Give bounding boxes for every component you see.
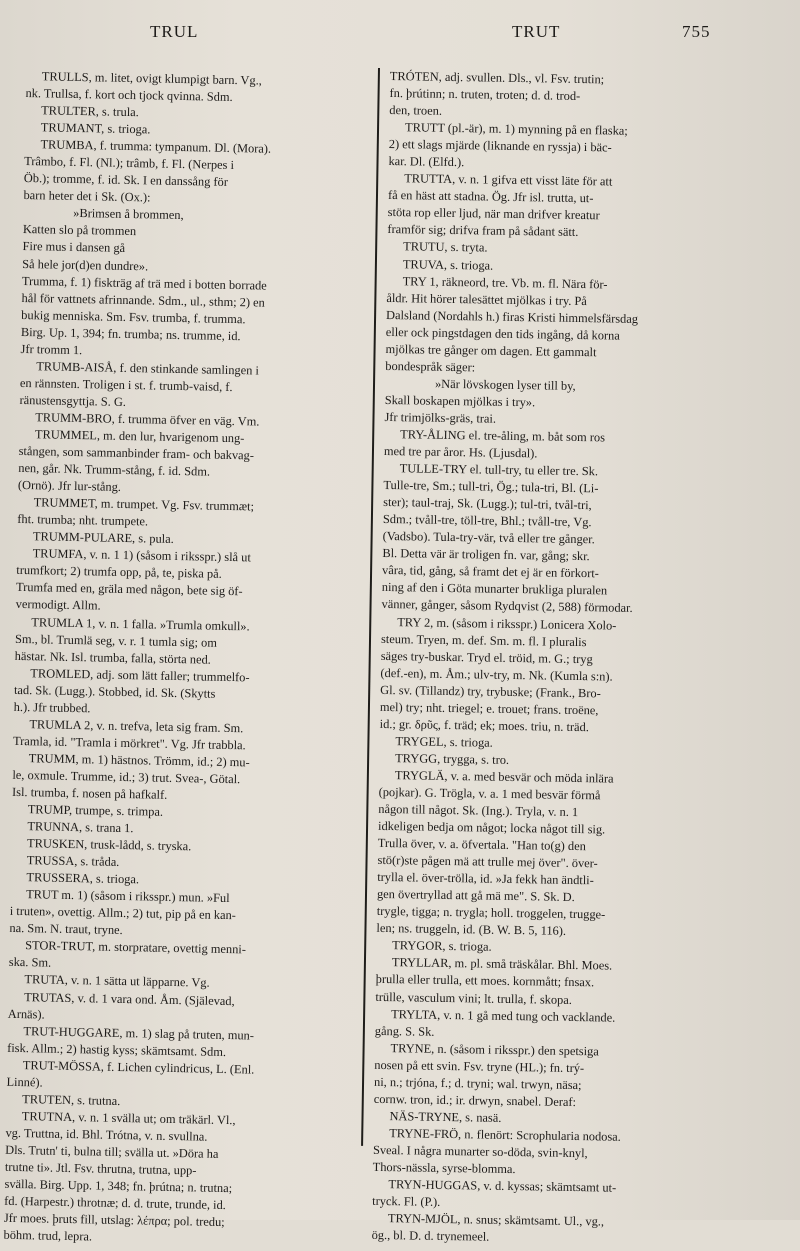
text-line: den, troen. (389, 103, 443, 118)
text-line: TRUMM-BRO, f. trumma öfver en väg. Vm. (35, 410, 260, 429)
text-line: Fire mus i dansen gå (22, 239, 126, 256)
text-line: Jfr trimjölks-gräs, trai. (384, 409, 497, 426)
text-line: någon till något. Sk. (Ing.). Tryla, v. n. 1 (378, 801, 579, 820)
text-line: Sdm.; tvåll-tre, töll-tre, Bhl.; tvåll-tre, Vg. (382, 512, 592, 530)
text-line: cornw. tron, id.; ir. drwyn, snabel. Deraf: (373, 1091, 577, 1109)
text-line: TRÓTEN, adj. svullen. Dls., vl. Fsv. trutin; (389, 68, 605, 87)
text-line: TRYN-MJÖL, n. snus; skämtsamt. Ul., vg., (387, 1211, 605, 1229)
page-number: 755 (682, 22, 711, 41)
text-line: TRYLLAR, m. pl. små träskålar. Bhl. Moes. (391, 955, 613, 974)
text-line: TRUTEN, s. trutna. (22, 1091, 121, 1108)
text-line: Skall boskapen mjölkas i try». (384, 392, 536, 410)
text-line: trumfkort; 2) trumfa opp, på, te, piska på. (16, 563, 222, 582)
text-line: TRUTTA, v. n. 1 gifva ett visst läte för att (404, 171, 613, 189)
text-line: Trumma, f. 1) fiskträg af trä med i botten borrade (21, 273, 267, 293)
text-line: le, oxmule. Trumme, id.; 3) trut. Svea-, Götal. (12, 767, 241, 787)
text-line: Så hele jor(d)en dundre». (22, 256, 149, 273)
text-line: »Brimsen å brommen, (73, 206, 184, 223)
text-line: Dalsland (Nordahls h.) firas Kristi himmelsfärsdag (386, 307, 639, 326)
text-line: TRYNE, n. (såsom i riksspr.) den spetsiga (390, 1040, 599, 1059)
text-line: Trumfa med en, gräla med någon, bete sig öf- (15, 580, 243, 599)
text-line: Trâmbo, f. Fl. (Nl.); trâmb, f. Fl. (Nerpes i (24, 154, 235, 173)
text-line: TRUT-HUGGARE, m. 1) slag på truten, mun- (23, 1023, 255, 1043)
text-line: »När lövskogen lyser till by, (434, 376, 576, 393)
text-line: TRUNNA, s. trana 1. (27, 819, 134, 836)
text-line: na. Sm. N. traut, tryne. (9, 921, 123, 938)
text-line: bukig menniska. Sm. Fsv. trumba, f. trumma. (21, 307, 246, 326)
text-line: steum. Tryen, m. def. Sm. m. fl. I pluralis (380, 631, 587, 649)
text-line: Birg. Up. 1, 394; fn. trumba; ns. trumme, id. (20, 324, 241, 343)
text-line: trygle, tigga; n. trygla; holl. troggelen, trugge- (376, 904, 606, 922)
text-line: Isl. trumba, f. nosen på hafkalf. (11, 784, 168, 802)
text-line: säges try-buskar. Tryd el. tröid, m. G.; tryg (380, 648, 593, 666)
text-line: barn heter det i Sk. (Ox.): (23, 188, 151, 205)
text-line: ög., bl. D. d. trynemeel. (371, 1228, 490, 1244)
text-line: ni, n.; trjóna, f.; d. tryni; wal. trwyn, näsa; (373, 1074, 582, 1092)
text-line: tryck. Fl. (P.). (372, 1193, 441, 1210)
text-line: i truten», ovettig. Allm.; 2) tut, pip på en kan- (9, 904, 236, 923)
text-line: vänner, gånger, såsom Rydqvist (2, 588) förmodar. (381, 597, 633, 616)
running-head-center: TRUT (512, 22, 561, 41)
text-line: TRULLS, m. litet, ovigt klumpigt barn. Vg., (41, 69, 262, 88)
right-column (372, 68, 728, 1249)
text-line: TRUMM, m. 1) hästnos. Trömm, id.; 2) mu- (28, 751, 250, 770)
text-line: (Ornö). Jfr lur-stång. (17, 478, 122, 495)
text-line: STOR-TRUT, m. storpratare, ovettig menni- (25, 938, 247, 957)
text-line: TRUMLA 2, v. n. trefva, leta sig fram. Sm. (29, 716, 244, 736)
text-line: framför sig; drifva fram på sådant sätt. (387, 222, 579, 240)
text-line: TRUMP, trumpe, s. trimpa. (27, 802, 164, 819)
text-line: idkeligen bedja om något; locka något till sig. (377, 818, 606, 837)
text-line: TULLE-TRY el. tull-try, tu eller tre. Sk. (399, 461, 599, 479)
text-line: Dls. Trutn' ti, bulna till; svälla ut. »Döra ha (5, 1142, 219, 1161)
text-line: TRUSSERA, s. trioga. (26, 870, 140, 887)
text-line: hål för vattnets afrinnande. Sdm., ul., sthm; 2) en (21, 290, 265, 310)
text-line: (def.-en), m. Åm.; ulv-try, m. Nk. (Kumla s:n). (380, 665, 613, 684)
text-line: nk. Trullsa, f. kort och tjock qvinna. Sdm. (25, 86, 233, 105)
text-line: len; ns. truggeln, id. (B. W. B. 5, 116). (376, 921, 567, 939)
text-line: stången, som sammanbinder fram- och bakvag- (18, 443, 255, 463)
text-line: 2) ett slags mjärde (liknande en ryssja) i bäc- (388, 137, 612, 155)
left-column (3, 68, 364, 1251)
text-line: Bl. Detta vär är troligen fn. var, gång; skr. (382, 546, 590, 564)
text-line: TRUMBA, f. trumma: tympanum. Dl. (Mora). (40, 137, 272, 156)
text-line: TRUT-MÖSSA, f. Lichen cylindricus, L. (Enl. (22, 1057, 255, 1077)
text-line: böhm. trud, lepra. (3, 1227, 93, 1244)
text-line: ska. Sm. (8, 955, 52, 971)
text-line: gen övertryllad att gå mä me". S. Sk. D. (376, 887, 575, 905)
text-line: Tramla, id. "Tramla i mörkret". Vg. Jfr trabbla. (12, 733, 246, 753)
text-line: Gl. sv. (Tillandz) try, trybuske; (Frank., Bro- (380, 682, 601, 701)
text-line: fn. þrútinn; n. truten, troten; d. d. trod- (389, 86, 581, 104)
text-line: TRUMFA, v. n. 1 1) (såsom i riksspr.) slå ut (32, 546, 251, 565)
text-line: (pojkar). G. Trögla, v. a. 1 med besvär förmå (378, 784, 601, 803)
text-line: h.). Jfr trubbed. (13, 699, 91, 716)
text-line: TRUMMEL, m. den lur, hvarigenom ung- (34, 427, 245, 446)
text-line: TRUTNA, v. n. 1 svälla ut; om träkärl. Vl., (21, 1108, 236, 1128)
text-line: TRUT m. 1) (såsom i riksspr.) mun. »Ful (26, 887, 230, 906)
text-line: ränustensgyttja. S. G. (19, 392, 127, 409)
text-line: bondespråk säger: (385, 358, 476, 375)
text-line: tad. Sk. (Lugg.). Stobbed, id. Sk. (Skytts (13, 682, 216, 701)
text-line: TRUMB-AISÅ, f. den stinkande samlingen i (36, 359, 260, 378)
text-line: nosen på ett svin. Fsv. tryne (HL.); fn. trý- (374, 1057, 585, 1075)
text-line: TRY 2, m. (såsom i riksspr.) Lonicera Xolo- (397, 614, 617, 633)
text-line: trülle, vasculum vini; lt. trulla, f. skopa. (375, 989, 573, 1007)
text-line: trutne ti». Jtl. Fsv. thrutna, trutna, upp- (4, 1159, 197, 1178)
text-line: fisk. Allm.; 2) hastig kyss; skämtsamt. Sdm. (7, 1040, 227, 1059)
text-line: TRUTU, s. tryta. (403, 239, 488, 256)
text-line: TRYNE-FRÖ, n. flenört: Scrophularia nodosa. (389, 1126, 621, 1144)
text-line: Öb.); tromme, f. id. Sk. I en danssång för (23, 171, 229, 190)
running-head-left: TRUL (150, 22, 199, 41)
text-line: TRUSKEN, trusk-lådd, s. tryska. (26, 836, 192, 854)
text-line: TRUMM-PULARE, s. pula. (32, 529, 174, 547)
text-line: med tre par åror. Hs. (Ljusdal). (383, 443, 538, 461)
text-line: nen, går. Nk. Trumm-stång, f. id. Sdm. (18, 461, 211, 479)
text-line: få en häst att stadna. Ög. Jfr isl. trutta, ut- (387, 188, 594, 206)
text-line: TRUSSA, s. tråda. (26, 853, 120, 870)
text-line: (Vadsbo). Tula-try-vär, två eller tre gånger. (382, 529, 595, 547)
text-line: svälla. Birg. Upp. 1, 348; fn. þrútna; n. trutna; (4, 1176, 233, 1196)
text-line: TRY-ÅLING el. tre-åling, m. båt som ros (400, 427, 606, 445)
text-line: ster); taul-traj, Sk. (Lugg.); tul-tri, tvål-tri, (383, 495, 592, 513)
text-line: hästar. Nk. Isl. trumba, falla, störta ned. (14, 648, 211, 667)
text-line: NÄS-TRYNE, s. nasä. (389, 1108, 502, 1125)
text-line: TRUMMET, m. trumpet. Vg. Fsv. trummæt; (33, 495, 255, 514)
text-line: gång. S. Sk. (374, 1023, 435, 1039)
text-line: TRYGG, trygga, s. tro. (395, 751, 510, 767)
text-line: TRYGLÄ, v. a. med besvär och möda inlära (394, 768, 614, 786)
text-line: TRUTA, v. n. 1 sätta ut läpparne. Vg. (24, 972, 210, 991)
text-line: trylla el. över-trölla, id. »Ja fekk han ändtli- (377, 870, 594, 888)
text-line: TRYN-HUGGAS, v. d. kyssas; skämtsamt ut- (388, 1177, 617, 1195)
text-line: fht. trumba; nht. trumpete. (17, 512, 149, 529)
text-line: Katten slo på trommen (22, 222, 137, 239)
text-line: åldr. Hit hörer talesättet mjölkas i try. På (386, 290, 587, 308)
text-line: TRUMLA 1, v. n. 1 falla. »Trumla omkull». (31, 614, 250, 633)
text-line: Thors-nässla, syrse-blomma. (372, 1159, 516, 1177)
text-line: Sveal. I några munarter so-döda, svin-knyl, (372, 1142, 588, 1161)
text-line: fd. (Harpestr.) throtnæ; d. d. trute, trunde, id. (4, 1193, 226, 1213)
text-line: eller ock pingstdagen den tids ingång, då korna (385, 324, 620, 343)
text-line: vg. Truttna, id. Bhl. Trótna, v. n. svullna. (5, 1125, 208, 1144)
text-line: stö(r)ste pågen mä att trulle mej över". över- (377, 853, 598, 871)
text-line: stöta rop eller ljud, när man drifver kreatur (387, 205, 600, 223)
text-line: þrulla eller trulla, ett moes. kornmått; fnsax. (375, 972, 595, 990)
text-line: TROMLED, adj. som lätt faller; trummelfo- (30, 665, 250, 685)
text-line: en rännsten. Troligen i st. f. trumb-vaisd, f. (19, 375, 233, 394)
text-line: TRUTAS, v. d. 1 vara ond. Åm. (Själevad, (24, 989, 235, 1008)
text-line: TRYGOR, s. trioga. (392, 938, 492, 955)
text-line: Tulle-tre, Sm.; tull-tri, Ög.; tula-tri, Bl. (Li- (383, 478, 599, 496)
text-line: kar. Dl. (Elfd.). (388, 154, 465, 170)
text-line: Jfr tromm 1. (20, 341, 83, 357)
text-line: mjölkas tre gånger om dagen. Ett gammalt (385, 341, 597, 360)
text-line: TRUTT (pl.-är), m. 1) mynning på en flaska; (404, 120, 628, 138)
text-line: TRY 1, räkneord, tre. Vb. m. fl. Nära för- (402, 273, 608, 292)
text-line: TRYGEL, s. trioga. (395, 733, 493, 750)
text-line: TRUVA, s. trioga. (402, 256, 494, 273)
text-line: Jfr moes. þruts fill, utslag: λέπρα; pol. tredu; (3, 1210, 225, 1230)
text-line: vâra, tid, gång, så framt det ej är en förkort- (381, 563, 599, 581)
text-line: ning af den i Göta munarter brukliga pluralen (381, 580, 608, 598)
text-line: vermodigt. Allm. (15, 597, 101, 613)
text-line: TRYLTA, v. n. 1 gå med tung och vacklande. (391, 1006, 616, 1025)
text-line: TRUMANT, s. trioga. (40, 120, 151, 137)
text-line: TRULTER, s. trula. (41, 103, 139, 120)
text-line: id.; gr. δρῦς, f. träd; ek; moes. triu, n. träd. (379, 716, 590, 734)
text-line: Arnäs). (7, 1006, 45, 1022)
text-line: Linné). (6, 1074, 43, 1090)
text-line: mel) try; nht. triegel; e. trouet; frans. troëne, (379, 699, 599, 718)
text-line: Sm., bl. Trumlä seg, v. r. 1 tumla sig; om (14, 631, 218, 650)
text-line: Trulla över, v. a. öfvertala. "Han to(g) den (377, 836, 586, 854)
